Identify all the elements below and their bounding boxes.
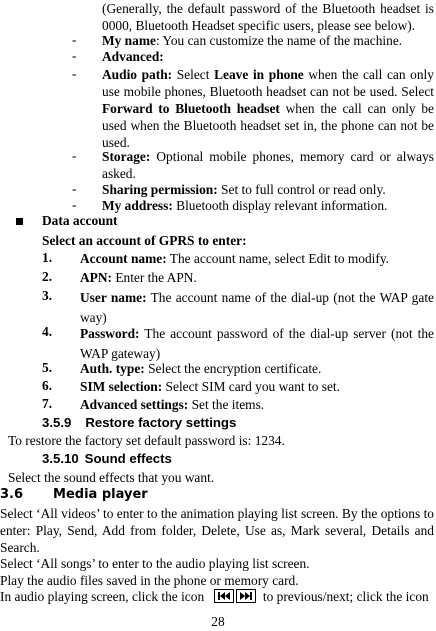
section-intro: Select an account of GPRS to enter: bbox=[42, 233, 247, 248]
bt-passkey-note: (Generally, the default password of the Bluetooth headset is 0000, Bluetooth Headset specific users, please see below). bbox=[102, 1, 434, 33]
page-number: 28 bbox=[211, 614, 225, 629]
paragraph: Select ‘All videos’ to enter to the animation playing list screen. By the options to enter: Play, Send, Add from folder, Delete, Use as, Mark several, Details and Search. bbox=[0, 506, 434, 555]
bullet-square-icon bbox=[16, 218, 23, 225]
section-heading: 3.5.10 Sound effects bbox=[42, 451, 172, 466]
paragraph: To restore the factory set default password is: 1234. bbox=[8, 433, 285, 448]
section-title: Data account bbox=[42, 213, 118, 228]
section-heading: 3.5.9 Restore factory settings bbox=[42, 415, 237, 430]
paragraph: Play the audio files saved in the phone or memory card. bbox=[0, 573, 299, 588]
paragraph: In audio playing screen, click the icon to previous/next; click the icon bbox=[0, 589, 434, 607]
paragraph: Select ‘All songs’ to enter to the audio playing list screen. bbox=[0, 556, 310, 571]
previous-next-icon bbox=[214, 589, 256, 607]
paragraph: Select the sound effects that you want. bbox=[8, 470, 215, 485]
chapter-heading: 3.6 Media player bbox=[0, 487, 148, 502]
